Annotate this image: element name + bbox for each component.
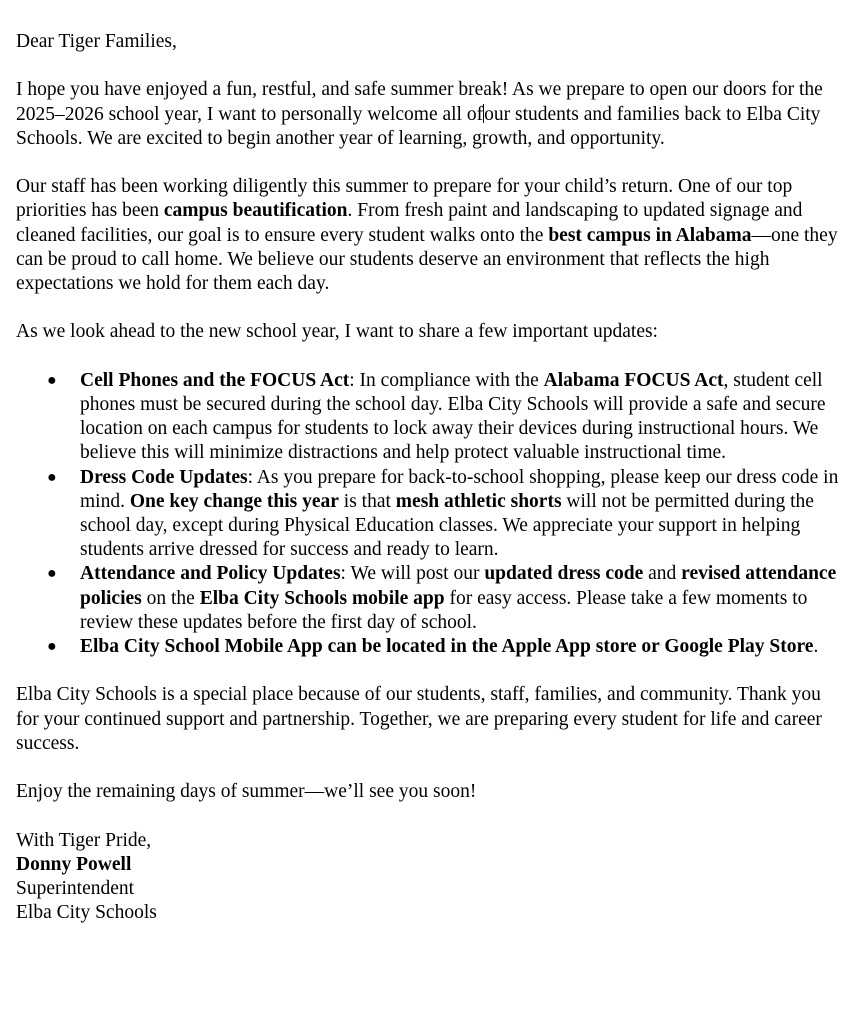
- dress-bold-key-change: One key change this year: [129, 490, 339, 512]
- bullet-icon: ●: [47, 468, 57, 486]
- attendance-text-2: and: [643, 563, 682, 585]
- list-item-dress-code: [47, 466, 842, 563]
- bullet-icon: ●: [47, 565, 57, 583]
- intro-text-part2: our students and families back to Elba City Schools. We are excited to begin another year of learning, growth, and opportunity.: [16, 103, 821, 149]
- updates-list: [16, 369, 842, 659]
- attendance-text-3: on the: [141, 587, 200, 609]
- app-bold-text: Elba City School Mobile App can be located in the Apple App store or Google Play Store: [80, 636, 814, 658]
- cell-bold-focus-act: Alabama FOCUS Act: [543, 369, 724, 391]
- staff-bold-best-campus: best campus in Alabama: [548, 224, 752, 246]
- staff-text-1: Our staff has been working diligently this summer to prepare for your child’s return. One of our top priorities has been: [16, 176, 793, 222]
- signer-title: Superintendent: [16, 878, 135, 899]
- app-text-period: .: [813, 636, 819, 658]
- attendance-title: Attendance and Policy Updates: [80, 563, 341, 585]
- bullet-icon: ●: [47, 638, 57, 656]
- signer-name-bold: Donny Powell: [16, 853, 132, 875]
- closing-paragraph: Elba City Schools is a special place because of our students, staff, families, and community. Thank you for your continued support and partnership. Together, we are preparing every student for life and career success.: [16, 684, 822, 754]
- enjoy-paragraph: Enjoy the remaining days of summer—we’ll see you soon!: [16, 781, 477, 803]
- dress-text-3: will not be permitted during the school day, except during Physical Education classes. We appreciate your support in helping students arrive dressed for success and ready to learn.: [80, 490, 814, 561]
- cell-text-1: : In compliance with the: [349, 369, 544, 391]
- staff-paragraph: [16, 175, 842, 296]
- intro-text-part1: I hope you have enjoyed a fun, restful, and safe summer break! As we prepare to open our doors for the 2025–2026 school year, I want to personally welcome all of: [16, 79, 823, 125]
- attendance-bold-mobile-app: Elba City Schools mobile app: [199, 587, 445, 609]
- signer-organization: Elba City Schools: [16, 902, 157, 924]
- greeting: Dear Tiger Families,: [16, 31, 177, 52]
- dress-text-2: is that: [338, 490, 396, 512]
- list-item-mobile-app: [47, 635, 842, 659]
- letter-document: [16, 30, 842, 925]
- lookahead-paragraph: As we look ahead to the new school year, I want to share a few important updates:: [16, 321, 658, 343]
- signature-block: [16, 829, 842, 926]
- cell-text-2: , student cell phones must be secured during the school day. Elba City Schools will provide a safe and secure location on each campus for students to lock away their devices during instructional hours. We believe this will minimize distractions and help protect valuable instructional time.: [80, 369, 826, 464]
- attendance-text-4: for easy access. Please take a few moments to review these updates before the first day of school.: [80, 587, 808, 633]
- bullet-icon: ●: [47, 371, 57, 389]
- attendance-text-1: : We will post our: [340, 563, 485, 585]
- intro-paragraph: [16, 78, 842, 151]
- staff-text-2: . From fresh paint and landscaping to updated signage and cleaned facilities, our goal is to ensure every student walks onto the: [16, 200, 803, 246]
- dress-title: Dress Code Updates: [80, 466, 248, 488]
- signer-name: [16, 853, 842, 877]
- list-item-attendance: [47, 562, 842, 635]
- dress-text-1: : As you prepare for back-to-school shopping, please keep our dress code in mind.: [80, 466, 839, 512]
- staff-text-3: —one they can be proud to call home. We believe our students deserve an environment that reflects the high expectations we hold for them each day.: [16, 224, 838, 294]
- list-item-cell-phones: [47, 369, 842, 466]
- attendance-bold-dress-code: updated dress code: [484, 563, 644, 585]
- cell-title: Cell Phones and the FOCUS Act: [80, 369, 350, 391]
- valediction: With Tiger Pride,: [16, 829, 152, 851]
- dress-bold-mesh-shorts: mesh athletic shorts: [395, 490, 562, 512]
- attendance-bold-policies: revised attendance policies: [80, 563, 837, 609]
- staff-bold-campus-beautification: campus beautification: [163, 200, 348, 222]
